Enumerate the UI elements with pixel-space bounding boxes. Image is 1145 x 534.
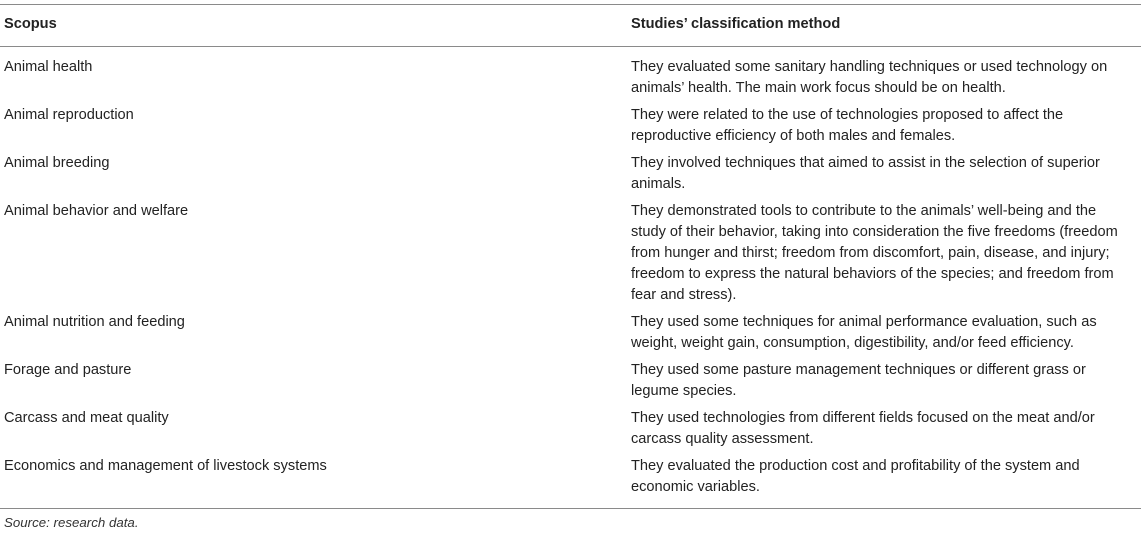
table-row — [0, 105, 1141, 153]
table-row — [0, 153, 1141, 201]
method-cell: They were related to the use of technologies proposed to affect the reproductive efficiency of both males and females. — [631, 107, 1064, 144]
scopus-cell: Economics and management of livestock systems — [4, 458, 327, 474]
table-row — [0, 47, 1141, 106]
header-classification-method: Studies’ classification method — [631, 16, 841, 32]
header-scopus: Scopus — [4, 16, 57, 32]
table-row — [0, 360, 1141, 408]
method-cell: They evaluated some sanitary handling techniques or used technology on animals’ health. The main work focus should be on health. — [631, 59, 1108, 96]
method-cell: They involved techniques that aimed to assist in the selection of superior animals. — [631, 155, 1100, 192]
method-cell: They evaluated the production cost and profitability of the system and economic variables. — [631, 458, 1080, 495]
method-cell: They used technologies from different fields focused on the meat and/or carcass quality assessment. — [631, 410, 1095, 447]
scopus-cell: Forage and pasture — [4, 362, 132, 378]
scopus-cell: Animal health — [4, 59, 93, 75]
method-cell: They used some pasture management techniques or different grass or legume species. — [631, 362, 1086, 399]
table-row — [0, 408, 1141, 456]
source-note: Source: research data. — [4, 515, 139, 530]
scopus-cell: Animal reproduction — [4, 107, 134, 123]
scopus-cell: Animal nutrition and feeding — [4, 314, 185, 330]
scopus-cell: Carcass and meat quality — [4, 410, 169, 426]
classification-table — [0, 4, 1141, 509]
table-row — [0, 456, 1141, 509]
scopus-cell: Animal breeding — [4, 155, 110, 171]
table-row — [0, 201, 1141, 312]
table-header — [0, 5, 1141, 47]
method-cell: They demonstrated tools to contribute to the animals’ well-being and the study of their behavior, taking into consideration the five freedoms (freedom from hunger and thirst; freedom from discomfort, pain, disease, and injury; freedom to express the natural behaviors of the species; and freedom from fear and stress). — [631, 203, 1118, 303]
header-row — [0, 5, 1141, 47]
method-cell: They used some techniques for animal performance evaluation, such as weight, weight gain, consumption, digestibility, and/or feed efficiency. — [631, 314, 1097, 351]
scopus-cell: Animal behavior and welfare — [4, 203, 189, 219]
table-body — [0, 47, 1141, 509]
table-row — [0, 312, 1141, 360]
